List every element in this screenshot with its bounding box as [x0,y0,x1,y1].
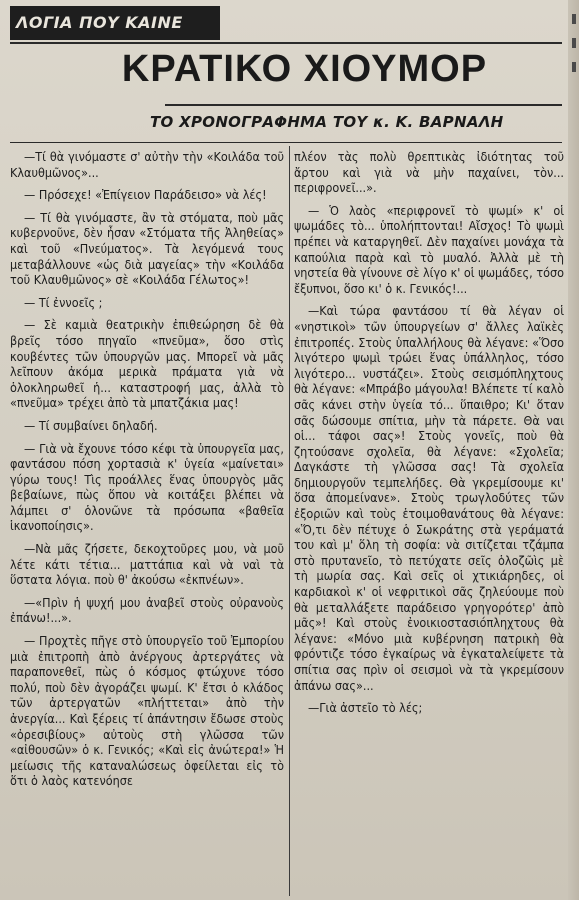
paragraph: — Τί θὰ γινόμαστε, ἂν τὰ στόματα, ποὺ μᾶς κυβερνοῦνε, δὲν ἦσαν «Στόματα τῆς Ἀληθείας» καὶ τοῦ «Πνεύματος». Τὰ λεγόμενά τους μεταβάλλουνε «ὡς διὰ μαγείας» τὴν «Κοιλάδα τοῦ Κλαυθμῶνος» σὲ «Κοιλάδα Γέλωτος»! [10,209,284,288]
edge-mark [572,38,576,48]
article-subtitle: ΤΟ ΧΡΟΝΟΓΡΑΦΗΜΑ ΤΟΥ κ. Κ. ΒΑΡΝΑΛΗ [150,113,504,131]
title-rule [165,104,562,106]
paragraph: — Ὁ λαὸς «περιφρονεῖ τὸ ψωμί» κ' οἱ ψωμάδες τὸ... ὑπολήπτονται! Αἴσχος! Τὸ ψωμὶ πρέπει νὰ καταργηθεῖ. Δὲν παχαίνει μονάχα τὰ καπούλια παρὰ καὶ τὸ μυαλό. Ἀλλὰ μὲ τὴ νηστεία θὰ γίνουνε σὲ λίγο κ' οἱ ψωμάδες, τόσο ἔξυπνοι, ὅσο κι' ὁ κ. Γενικός!... [294,202,564,296]
paragraph: — Σὲ καμιὰ θεατρικὴν ἐπιθεώρηση δὲ θὰ βρεῖς τόσο πηγαῖο «πνεῦμα», ὅσο στὶς κουβέντες τῶν ὑπουργῶν μας. Μπορεῖ νὰ μᾶς λεῖπουν ἀκόμα μερικὰ πράματα γιὰ νὰ ὁλοκληρωθεῖ ἡ... καταστροφή μας, ἀλλὰ τὸ «πνεῦμα» τρέχει ἀπὸ τὰ μπατζάκια μας! [10,317,284,411]
paragraph: — Τί ἐννοεῖς ; [24,294,103,310]
paragraph: —Τί θὰ γινόμαστε σ' αὐτὴν τὴν «Κοιλάδα τοῦ Κλαυθμῶνος»... [10,149,284,180]
paragraph: —«Πρὶν ἡ ψυχή μου ἀναβεῖ στοὺς οὐρανοὺς ἐπάνω!...». [10,594,284,626]
column-label: ΛΟΓΙΑ ΠΟΥ ΚΑΙΝΕ [10,6,220,40]
top-rule [10,42,562,44]
paragraph: —Γιὰ ἀστεῖο τὸ λές; [308,700,423,716]
article-title: ΚΡΑΤΙΚΟ ΧΙΟΥΜΟΡ [121,48,488,90]
right-column [294,149,564,723]
column-divider [289,146,290,896]
paragraph: —Καὶ τώρα φαντάσου τί θὰ λέγαν οἱ «νηστικοὶ» τῶν ὑπουργείων σ' ἄλλες λαϊκὲς ἐπιτροπές. Στοὺς ὑπαλλήλους θὰ λέγανε: «Ὅσο λιγότερο ψωμὶ τρώει ἕνας ὑπάλληλος, τόσο λιγότερο... νυστάζει». Στοὺς σεισμόπληχτους θὰ λέγανε: «Μπράβο μάγουλα! Βλέπετε τί καλὸ σᾶς κάνει στὴν ὑγεία τό... ὕπαιθρο; Κι' ὅταν σᾶς δώσουμε σπίτια, μὴν τὰ πάρετε. Θὰ ναι οἱ... τάφοι σας»! Στοὺς γονεῖς, ποὺ θὰ ζητούσανε σχολεῖα, θὰ λέγανε: «Σχολεῖα; Δαγκάστε τὴ γλῶσσα σας! Τὰ σχολεῖα δημιουργοῦν τεμπελήδες. Θὰ γκρεμίσουμε κι' ὅσα ἀπομείνανε». Στοὺς τρωγλοδύτες τῶν ἐξοριῶν καὶ τοὺς ἑτοιμοθανάτους θὰ λέγανε: «Ὅ,τι δὲν πέτυχε ὁ Σωκράτης στὰ γεράματά του καὶ μ' ὅλη τὴ σοφία: νὰ σιτίζεται τζάμπα στὸ πρυτανεῖο, τὸ πετύχατε σεῖς ὁλοζῶὶς μὲ τὴ μωρία σας. Καὶ σεῖς οἱ χτικιάρηδες, οἱ καρδιακοὶ κ' οἱ νεφριτικοὶ σᾶς ζηλεύουμε ποὺ θὰ μεταλλάξετε παράδεισο γρηγορότερ' ἀπὸ μᾶς»! Καὶ στοὺς ἐνοικιοστασιόπληχτους θὰ λέγανε: «Μόνο μιὰ κυβέρνηση πατρικὴ θὰ φρόντιζε τόσο ἐγκαίρως νὰ ἐγκαταλείψετε τὰ σπίτια σας πρὶν οἱ σεισμοὶ νὰ τὰ γκρεμίσουν ἀπάνω σας»... [294,303,564,693]
left-column [10,149,284,796]
paragraph: — Τί συμβαίνει δηλαδή. [24,417,158,433]
paragraph: πλέον τὰς πολὺ θρεπτικὰς ἰδιότητας τοῦ ἄρτου καὶ γιὰ νὰ μὴν παχαίνει, τὸν... περιφρονεῖ...». [294,149,564,196]
edge-mark [572,14,576,24]
subtitle-rule [10,142,562,143]
paragraph: —Νὰ μᾶς ζήσετε, δεκοχτοῦρες μου, νὰ μοῦ λέτε κάτι τέτια... ματτάπια καὶ νὰ ναὶ τὰ ὕστατα λόγια. ποὺ θ' ἀκούσω «ἐκπνέων». [10,541,284,588]
page-edge [568,0,579,900]
paragraph: — Προχτὲς πῆγε στὸ ὑπουργεῖο τοῦ Ἐμπορίου μιὰ ἐπιτροπὴ ἀπὸ ἀνέργους ἀρτεργάτες νὰ παραπονεθεῖ, πὼς ὁ κόσμος φτώχυνε τόσο πολύ, ποὺ δὲν ἀγοράζει ψωμί. Κ' ἔτσι ὁ κλάδος τῶν ἀρτεργατῶν «πλήττεται» ἀπὸ τὴν ἀνεργία... Καὶ ξέρεις τί ἀπάντησιν ἔδωσε στοὺς «ὀρεσιβίους» αὐτοὺς στὴ γλῶσσα τῶν «αἰθουσῶν» ὁ κ. Γενικός; «Καὶ εἰς ἀνώτερα!» Ἡ μείωσις τῆς καταναλώσεως ὀφείλεται εἰς τὸ ὅτι ὁ λαὸς κατενόησε [10,633,284,789]
paragraph: — Πρόσεχε! «Ἐπίγειον Παράδεισο» νὰ λές! [24,187,267,203]
paragraph: — Γιὰ νὰ ἔχουνε τόσο κέφι τὰ ὑπουργεῖα μας, φαντάσου πόση χορτασιὰ κ' ὑγεία «μαίνεται» γύρω τους! Τὶς προάλλες ἕνας ὑπουργὸς μᾶς βεβαίωνε, πὼς ὅπου νὰ κοιτάξει βλέπει νὰ λάμπει σ' ὁλονῶνε τὰ πρόσωπα «βαθεῖα ἱκανοποίησις». [10,440,284,534]
edge-mark [572,62,576,72]
